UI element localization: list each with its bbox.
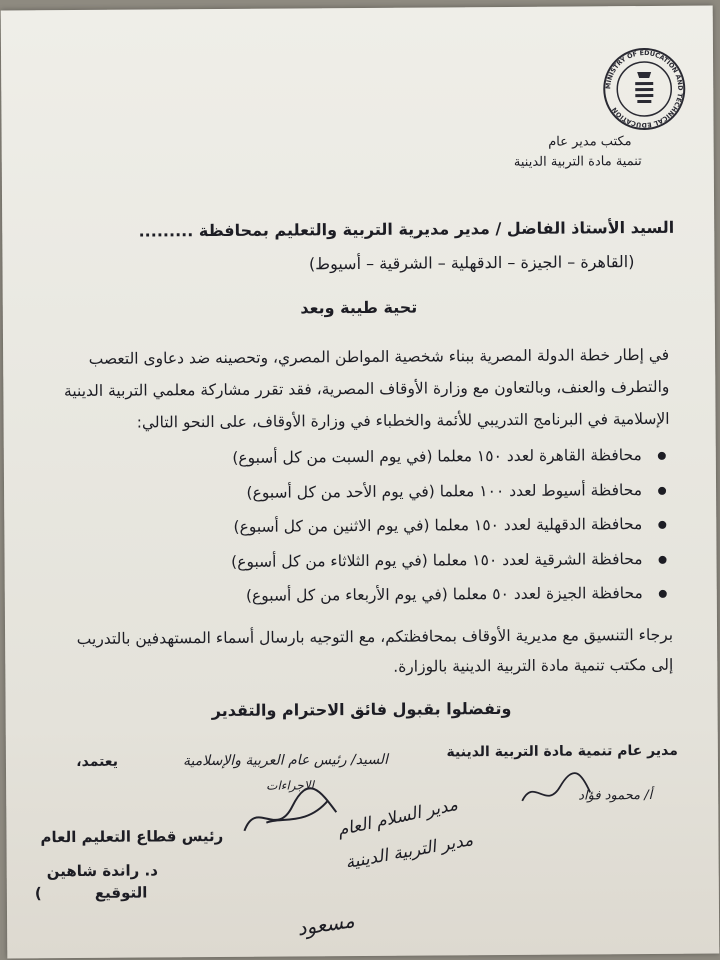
governorate-schedule-list [8, 446, 669, 623]
body-line-3: الإسلامية في البرنامج التدريبي للأئمة والخطباء في وزارة الأوقاف، على النحو التالي: [136, 409, 670, 432]
seal-text: MINISTRY OF EDUCATION AND TECHNICAL EDUCATION [604, 48, 685, 130]
director-title: مدير عام تنمية مادة التربية الدينية [446, 742, 678, 761]
bullet-icon [658, 452, 666, 460]
greeting: تحية طيبة وبعد [300, 297, 418, 318]
list-item: محافظة الشرقية لعدد ١٥٠ معلما (في يوم الثلاثاء من كل أسبوع) [8, 549, 668, 588]
office-line-1: مكتب مدير عام [548, 134, 632, 150]
signature-bracket: ( [34, 884, 42, 903]
ministry-seal-icon [601, 46, 688, 133]
bullet-icon [659, 590, 667, 598]
bullet-icon [659, 555, 667, 563]
bullet-icon [658, 521, 666, 529]
bullet-icon [658, 486, 666, 494]
list-item: محافظة الدقهلية لعدد ١٥٠ معلما (في يوم الاثنين من كل أسبوع) [8, 515, 668, 554]
list-item: محافظة أسيوط لعدد ١٠٠ معلما (في يوم الأحد من كل أسبوع) [8, 480, 668, 519]
coordination-line-2: إلى مكتب تنمية مادة التربية الدينية بالوزارة. [393, 655, 674, 676]
approve-label: يعتمد، [76, 753, 119, 770]
handwritten-note: الاجراءات [266, 778, 314, 793]
handwritten-line-1: مدير السلام العام [335, 794, 460, 841]
handwritten-line-2: مدير التربية الدينية [343, 830, 475, 874]
coordination-line-1: برجاء التنسيق مع مديرية الأوقاف بمحافظتكم، مع التوجيه بارسال أسماء المستهدفين بالتدريب [76, 625, 674, 648]
body-line-1: في إطار خطة الدولة المصرية ببناء شخصية المواطن المصري، وتحصينه ضد دعاوى التعصب [88, 345, 670, 368]
salutation: السيد الأستاذ الفاضل / مدير مديرية التربية والتعليم بمحافظة ......... [138, 217, 675, 241]
sector-head-name: د. راندة شاهين [46, 861, 158, 881]
list-item: محافظة الجيزة لعدد ٥٠ معلما (في يوم الأربعاء من كل أسبوع) [9, 584, 669, 623]
handwritten-line-3: مسعود [295, 908, 356, 941]
office-line-2: تنمية مادة التربية الدينية [513, 154, 642, 170]
closing-line: وتفضلوا بقبول فائق الاحترام والتقدير [211, 698, 512, 721]
body-line-2: والتطرف والعنف، وبالتعاون مع وزارة الأوقاف المصرية، فقد تقرر مشاركة معلمي التربية الدينية [63, 377, 670, 401]
signature-label: التوقيع [94, 883, 148, 902]
director-name: أ/ محمود فؤاد [578, 787, 653, 804]
handwritten-addressee: السيد/ رئيس عام العربية والإسلامية [182, 751, 388, 770]
sector-head-title: رئيس قطاع التعليم العام [40, 826, 224, 847]
document-page [1, 6, 720, 959]
list-item: محافظة القاهرة لعدد ١٥٠ معلما (في يوم السبت من كل أسبوع) [8, 446, 668, 485]
governorates-list: (القاهرة – الجيزة – الدقهلية – الشرقية – أسيوط) [308, 252, 635, 274]
